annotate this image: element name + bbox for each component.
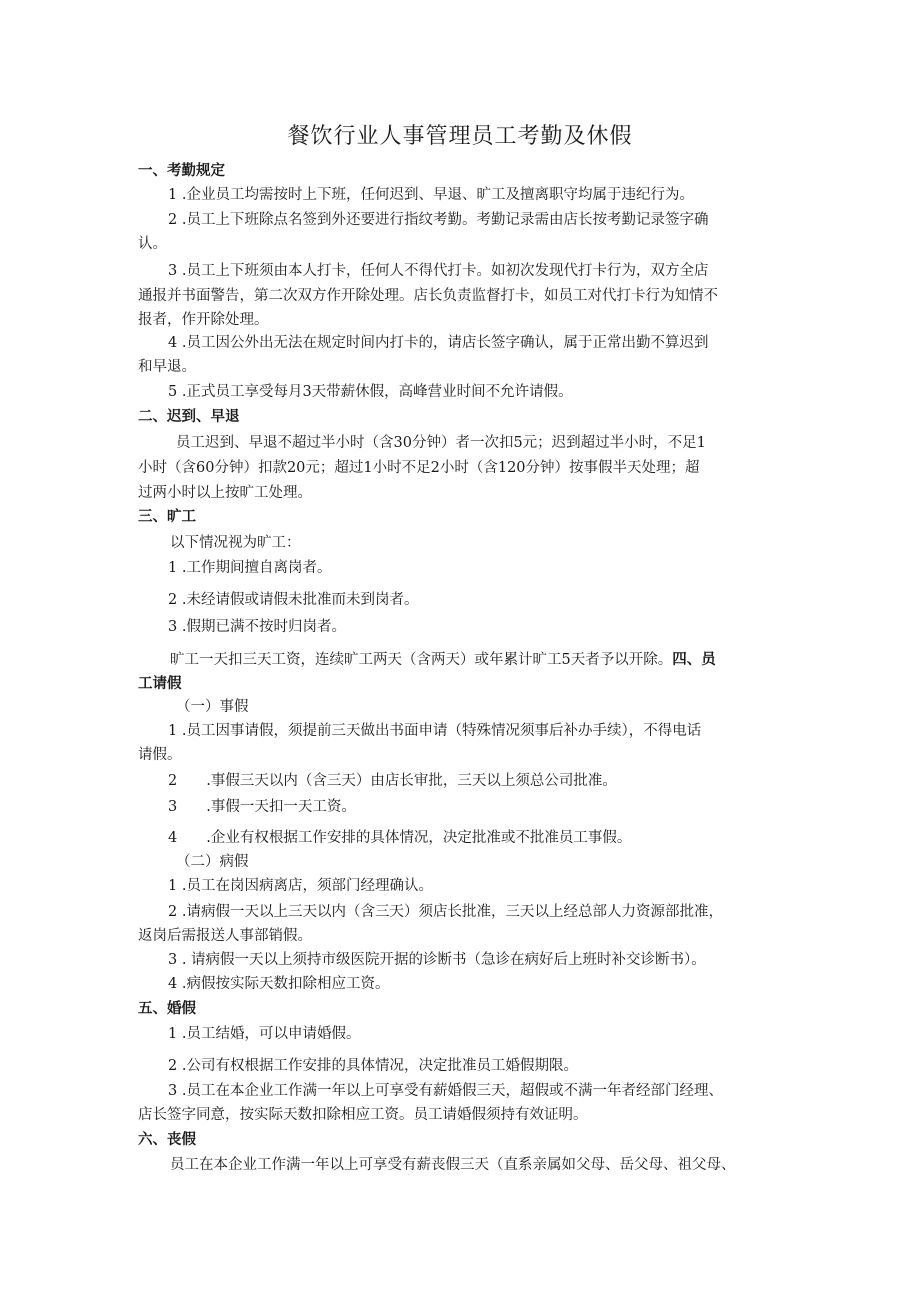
subsection-heading-sick-leave: （二）病假 [176, 854, 249, 870]
paragraph-line: 报者，作开除处理。 [138, 312, 269, 328]
section-heading-leave-start: 四、员 [672, 651, 716, 668]
document-title: 餐饮行业人事管理员工考勤及休假 [287, 124, 633, 149]
section-heading-marriage-leave: 五、婚假 [138, 1000, 196, 1017]
paragraph-line: 3 . 请病假一天以上须持市级医院开据的诊断书（急诊在病好后上班时补交诊断书）。 [168, 952, 706, 968]
section-heading-bereavement-leave: 六、丧假 [138, 1131, 196, 1148]
paragraph-line: 1 .员工在岗因病离店，须部门经理确认。 [168, 878, 433, 894]
paragraph-line: 4 .病假按实际天数扣除相应工资。 [168, 976, 390, 992]
paragraph-line: 2 .请病假一天以上三天以内（含三天）须店长批准，三天以上经总部人力资源部批准， [168, 904, 723, 920]
paragraph-line: 4 .员工因公外出无法在规定时间内打卡的，请店长签字确认，属于正常出勤不算迟到 [168, 335, 709, 351]
paragraph-line: 1 .员工结婚，可以申请婚假。 [168, 1026, 361, 1042]
paragraph-line: 3 .员工上下班须由本人打卡，任何人不得代打卡。如初次发现代打卡行为，双方全店 [168, 263, 709, 279]
paragraph-line: 1 .工作期间擅自离岗者。 [168, 560, 332, 576]
paragraph-line: 2 .未经请假或请假未批准而未到岗者。 [168, 592, 419, 608]
paragraph-line: 员工在本企业工作满一年以上可享受有薪丧假三天（直系亲属如父母、岳父母、祖父母、 [170, 1157, 736, 1173]
paragraph-line: 请假。 [138, 747, 182, 763]
paragraph-line: 3 .事假一天扣一天工资。 [168, 799, 356, 815]
paragraph-line: 2 .事假三天以内（含三天）由店长审批，三天以上须总公司批准。 [168, 773, 617, 789]
paragraph-line: 1 .员工因事请假，须提前三天做出书面申请（特殊情况须事后补办手续），不得电话 [168, 723, 702, 739]
paragraph-line: 认。 [138, 236, 167, 252]
paragraph-line: 5 .正式员工享受每月3天带薪休假，高峰营业时间不允许请假。 [168, 384, 573, 400]
paragraph-line: 和早退。 [138, 359, 196, 375]
section-heading-absence: 三、旷工 [138, 508, 196, 525]
paragraph-line [138, 650, 810, 670]
paragraph-line: 小时（含60分钟）扣款20元；超过1小时不足2小时（含120分钟）按事假半天处理；超 [138, 460, 700, 476]
section-heading-late-early: 二、迟到、早退 [138, 408, 240, 425]
paragraph-line: 通报并书面警告，第二次双方作开除处理。店长负责监督打卡，如员工对代打卡行为知情不 [138, 288, 718, 304]
paragraph-line: 2 .员工上下班除点名签到外还要进行指纹考勤。考勤记录需由店长按考勤记录签字确 [168, 212, 709, 228]
section-heading-leave-end: 工请假 [138, 675, 182, 692]
paragraph-line: 以下情况视为旷工： [170, 535, 301, 551]
paragraph-text: 旷工一天扣三天工资，连续旷工两天（含两天）或年累计旷工5天者予以开除。 [170, 652, 673, 668]
paragraph-line: 4 .企业有权根据工作安排的具体情况，决定批准或不批准员工事假。 [168, 830, 632, 846]
paragraph-line: 店长签字同意，按实际天数扣除相应工资。员工请婚假须持有效证明。 [138, 1107, 588, 1123]
section-heading-attendance: 一、考勤规定 [138, 162, 225, 179]
paragraph-line: 过两小时以上按旷工处理。 [138, 485, 312, 501]
paragraph-line: 3 .员工在本企业工作满一年以上可享受有薪婚假三天，超假或不满一年者经部门经理、 [168, 1083, 723, 1099]
paragraph-line: 3 .假期已满不按时归岗者。 [168, 619, 346, 635]
subsection-heading-personal-leave: （一）事假 [176, 699, 249, 715]
paragraph-line: 返岗后需报送人事部销假。 [138, 928, 312, 944]
paragraph-line: 1 .企业员工均需按时上下班，任何迟到、早退、旷工及擅离职守均属于违纪行为。 [168, 187, 694, 203]
paragraph-line: 2 .公司有权根据工作安排的具体情况，决定批准员工婚假期限。 [168, 1058, 578, 1074]
paragraph-line: 员工迟到、早退不超过半小时（含30分钟）者一次扣5元；迟到超过半小时，不足1 [176, 435, 706, 451]
